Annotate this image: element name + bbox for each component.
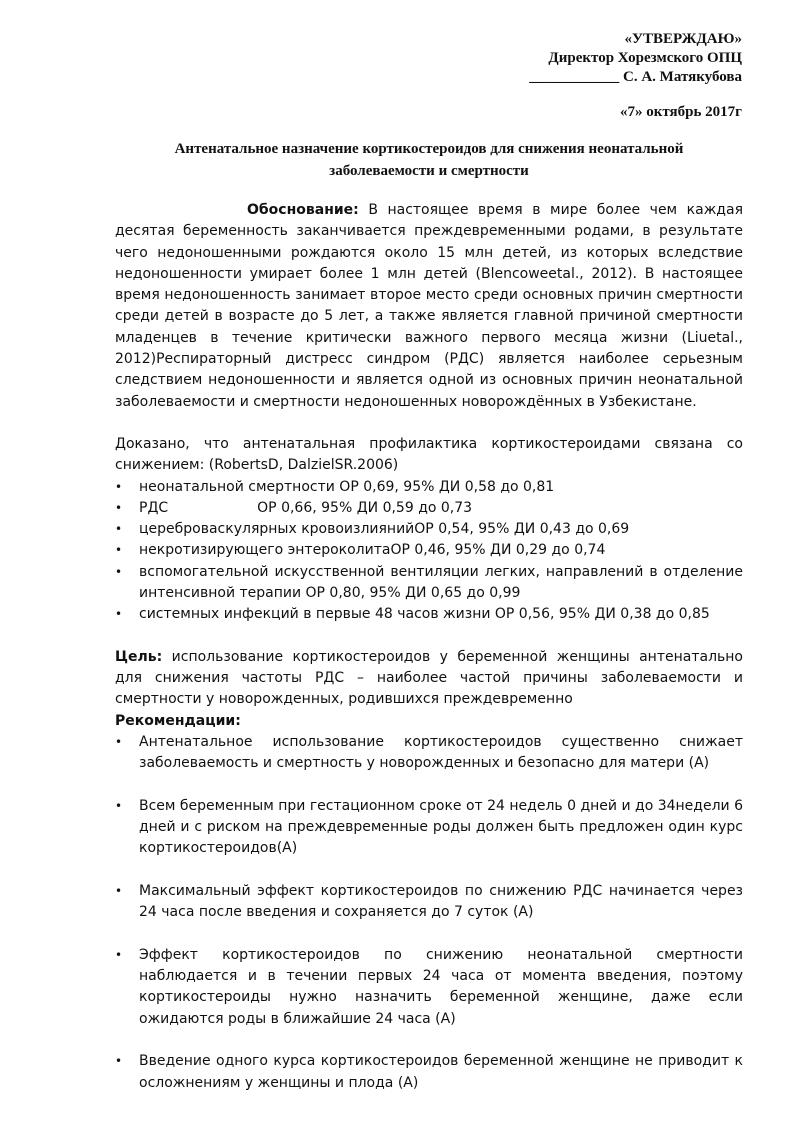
proven-list-item <box>115 540 743 561</box>
document-date: «7» октябрь 2017г <box>619 104 742 120</box>
recommendation-item <box>115 945 743 1030</box>
bullet-icon: • <box>115 947 123 962</box>
proven-list-item <box>115 562 743 605</box>
spacer <box>115 626 743 647</box>
recommendation-item <box>115 1051 743 1094</box>
document-title-line-1: Антенатальное назначение кортикостероидов для снижения неонатальной <box>174 141 684 157</box>
bullet-icon: • <box>115 883 123 898</box>
proven-paragraph: Доказано, что антенатальная профилактика кортикостероидами связана со снижением: (RobertsD, DalzielSR.2006) <box>115 435 743 474</box>
recommendation-item <box>115 881 743 924</box>
recommendation-text: Всем беременным при гестационном сроке от 24 недель 0 дней и до 34недели 6 дней и с риском на преждевременные роды должен быть предложен один курс кортикостероидов(А) <box>139 797 743 857</box>
recommendation-item <box>115 732 743 775</box>
proven-item-text: неонатальной смертности ОР 0,69, 95% ДИ 0,58 до 0,81 <box>139 478 555 495</box>
recommendations-list <box>115 732 743 1094</box>
bullet-icon: • <box>115 734 123 749</box>
recommendation-text: Введение одного курса кортикостероидов беременной женщине не приводит к осложнениям у женщины и плода (А) <box>139 1053 743 1091</box>
bullet-icon: • <box>115 500 123 515</box>
proven-list-item <box>115 519 743 540</box>
proven-item-text: вспомогательной искусственной вентиляции легких, направлений в отделение интенсивной терапии ОР 0,80, 95% ДИ 0,65 до 0,99 <box>139 563 743 602</box>
bullet-icon: • <box>115 543 123 558</box>
goal-label: Цель: <box>115 648 163 665</box>
approval-heading: «УТВЕРЖДАЮ» <box>624 31 742 47</box>
proven-item-text: некротизирующего энтероколитаОР 0,46, 95% ДИ 0,29 до 0,74 <box>139 542 606 559</box>
proven-list-item <box>115 498 743 519</box>
proven-list-item <box>115 604 743 625</box>
recommendations-heading: Рекомендации: <box>115 712 241 729</box>
document-body <box>115 200 743 1094</box>
bullet-icon: • <box>115 1054 123 1069</box>
bullet-icon: • <box>115 798 123 813</box>
recommendation-text: Максимальный эффект кортикостероидов по снижению РДС начинается через 24 часа после введения и сохраняется до 7 суток (А) <box>139 882 743 921</box>
goal-text: использование кортикостероидов у беременной женщины антенатально для снижения частоты РДС – наиболее частой причины заболеваемости и смертности у новорожденных, родившихся преждевременно <box>115 648 743 708</box>
recommendation-item <box>115 796 743 860</box>
proven-item-text: системных инфекций в первые 48 часов жизни ОР 0,56, 95% ДИ 0,38 до 0,85 <box>139 606 710 623</box>
spacer <box>115 413 743 434</box>
basis-paragraph <box>115 200 743 413</box>
approval-position: Директор Хорезмского ОПЦ <box>548 50 742 66</box>
recommendation-text: Антенатальное использование кортикостероидов существенно снижает заболеваемость и смертность у новорожденных и безопасно для матери (А) <box>139 733 743 772</box>
approval-signature-line: ____________ С. А. Матякубова <box>529 69 742 85</box>
bullet-icon: • <box>115 607 123 622</box>
recommendation-text: Эффект кортикостероидов по снижению неонатальной смертности наблюдается и в течении первых 24 часа от момента введения, поэтому кортикостероиды нужно назначить беременной женщине, даже если ожидаются роды в ближайшие 24 часа (А) <box>139 946 743 1027</box>
basis-label: Обоснование: <box>247 202 359 218</box>
proven-item-text: цереброваскулярных кровоизлиянийОР 0,54, 95% ДИ 0,43 до 0,69 <box>139 521 630 538</box>
basis-text: В настоящее время в мире более чем каждая десятая беременность заканчивается преждевременными родами, в результате чего недоношенными рождаются около 15 млн детей, из которых вследствие недоношенности умирает более 1 млн детей (Blencoweetal., 2012). В настоящее время недоношенность занимает второе место среди основных причин смертности среди детей в возрасте до 5 лет, а также является главной причиной смертности младенцев в течение критически важного первого месяца жизни (Liuetal., 2012)Респираторный дистресс синдром (РДС) является наиболее серьезным следствием недоношенности и является одной из основных причин неонатальной заболеваемости и смертности недоношенных новорождённых в Узбекистане. <box>115 202 743 410</box>
bullet-icon: • <box>115 479 123 494</box>
approval-block <box>529 30 742 87</box>
proven-list <box>115 477 743 626</box>
document-title-line-2: заболеваемости и смертности <box>329 163 529 179</box>
document-title <box>115 138 743 182</box>
goal-paragraph <box>115 647 743 711</box>
proven-list-item <box>115 477 743 498</box>
bullet-icon: • <box>115 564 123 579</box>
bullet-icon: • <box>115 522 123 537</box>
proven-item-text: РДС ОР 0,66, 95% ДИ 0,59 до 0,73 <box>139 499 473 516</box>
